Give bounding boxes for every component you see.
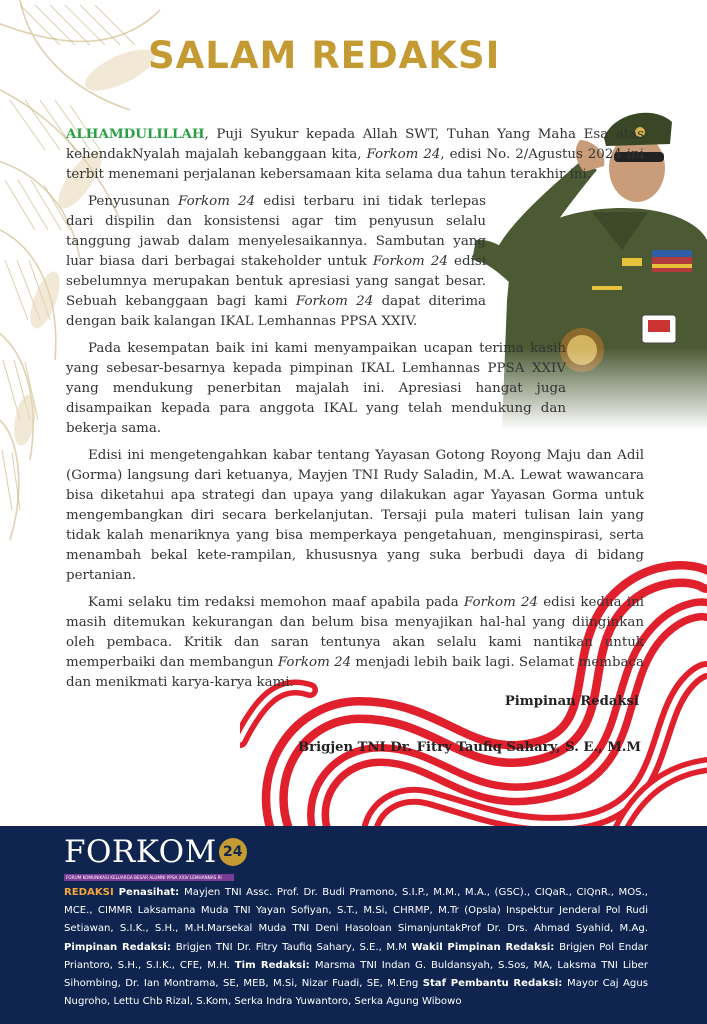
credit-label-staf: Staf Pembantu Redaksi: <box>422 978 567 990</box>
credit-names: Marsma TNI Indan G. Buldansyah, S.Sos, MA, Laksma TNI Liber Sihombing, Dr. Ian Montrama, SE, MEB, M.Si, Nizar Fuadi, SE, M.Eng <box>64 959 649 990</box>
credit-label-pimpinan: Pimpinan Redaksi: <box>64 941 176 953</box>
credit-label-tim: Tim Redaksi: <box>234 959 315 971</box>
paragraph-text: menjadi lebih baik lagi. Selamat membaca dan menikmati karya-karya kami. <box>66 655 644 690</box>
magazine-name: Forkom 24 <box>277 655 352 670</box>
paragraph-text: edisi terbaru ini tidak terlepas dari dispilin dan konsistensi agar tim penyusun selalu tanggung jawab dalam menyelesaikannya. Sambutan yang luar biasa dari berbagai stakeholder untuk <box>66 194 486 269</box>
logo-number-badge: 24 <box>219 838 247 866</box>
signature-name: Brigjen TNI Dr. Fitry Taufiq Sahary, S. E., M.M <box>298 740 641 755</box>
paragraph-text: Kami selaku tim redaksi memohon maaf apabila pada <box>88 595 464 610</box>
paragraph-3 <box>66 339 566 439</box>
editorial-credits <box>64 884 648 1011</box>
magazine-name: Forkom 24 <box>463 595 539 610</box>
paragraph-text: edisi sebelumnya merupakan bentuk apresiasi yang sangat besar. Sebuah kebanggaan bagi kami <box>66 254 486 309</box>
credit-label-wakil: Wakil Pimpinan Redaksi: <box>411 941 560 953</box>
paragraph-5 <box>66 593 644 693</box>
credit-label-penasihat: Penasihat: <box>118 887 185 898</box>
logo-word: FORKOM <box>64 834 217 870</box>
credit-names: Mayjen TNI Assc. Prof. Dr. Budi Pramono, S.I.P., M.M., M.A., (GSC)., CIQaR., CIQnR., MOS., MCE., CIMMR Laksamana Muda TNI Yayan Sofiyan, S.T., M.Si, CHRMP, M.Tr (Opsla) Inspektur Jenderal Pol Rudi Setiawan, S.I.K., S.H., M.H.Marsekal Muda TNI Deni Hasoloan SimanjuntakProf Dr. Drs. Ahmad Syahid, M.Ag. <box>64 887 648 935</box>
masthead-footer <box>0 826 707 1024</box>
paragraph-text: dapat diterima dengan baik kalangan IKAL Lemhannas PPSA XXIV. <box>66 294 487 329</box>
paragraph-2 <box>66 192 486 332</box>
magazine-name: Forkom 24 <box>372 254 448 269</box>
paragraph-4 <box>66 446 644 586</box>
magazine-name: Forkom 24 <box>178 194 256 209</box>
forkom-logo <box>64 834 247 880</box>
editorial-body <box>66 124 644 700</box>
magazine-name: Forkom 24 <box>366 147 441 162</box>
paragraph-text: , edisi No. 2/Agustus 2024 ini terbit menemani perjalanan kebersamaan kita selama dua tahun terakhir ini. <box>66 147 644 182</box>
opening-highlight: ALHAMDULILLAH <box>66 126 205 142</box>
paragraph-text: Edisi ini mengetengahkan kabar tentang Yayasan Gotong Royong Maju dan Adil (Gorma) langsung dari ketuanya, Mayjen TNI Rudy Saladin, M.A. Lewat wawancara bisa diketahui apa strategi dan upaya yang dilakukan agar Yayasan Gorma untuk mengembangkan diri secara berkelanjutan. Tersaji pula materi tulisan lain yang tidak kalah menariknya yang bisa memperkaya pengetahuan, menginspirasi, serta menambah bekal kete-rampilan, khususnya yang suka berbudi daya di bidang pertanian. <box>66 448 644 583</box>
credit-names: Brigjen Pol Endar Priantoro, S.H., S.I.K., CFE, M.H. <box>64 941 648 971</box>
credits-section-label: REDAKSI <box>64 887 119 898</box>
credit-names: Brigjen TNI Dr. Fitry Taufiq Sahary, S.E., M.M <box>175 941 412 953</box>
paragraph-text: , Puji Syukur kepada Allah SWT, Tuhan Yang Maha Esa atas kehendakNyalah majalah kebanggaan kita, <box>66 127 644 162</box>
paragraph-text: edisi kedua ini masih ditemukan kekurangan dan belum bisa menyajikan hal-hal yang diinginkan oleh pembaca. Kritik dan saran tentunya akan selalu kami nantikan untuk memperbaiki dan membangun <box>66 595 644 670</box>
signature-role: Pimpinan Redaksi <box>504 694 639 709</box>
paragraph-1 <box>66 124 644 185</box>
paragraph-text: Pada kesempatan baik ini kami menyampaikan ucapan terima kasih yang sebesar-besarnya kepada pimpinan IKAL Lemhannas PPSA XXIV yang mendukung penerbitan majalah ini. Apresiasi hangat juga disampaikan kepada para anggota IKAL yang telah mendukung dan bekerja sama. <box>66 341 566 436</box>
magazine-name: Forkom 24 <box>295 294 374 309</box>
logo-tagline: FORUM KOMUNIKASI KELUARGA BESAR ALUMNI PPSA XXIV LEMHANNAS RI <box>64 874 234 881</box>
credit-names: Mayor Caj Agus Nugroho, Lettu Chb Rizal, S.Kom, Serka Indra Yuwantoro, Serka Agung Wibowo <box>64 978 648 1008</box>
page-title: SALAM REDAKSI <box>148 34 501 77</box>
paragraph-text: Penyusunan <box>88 194 179 209</box>
